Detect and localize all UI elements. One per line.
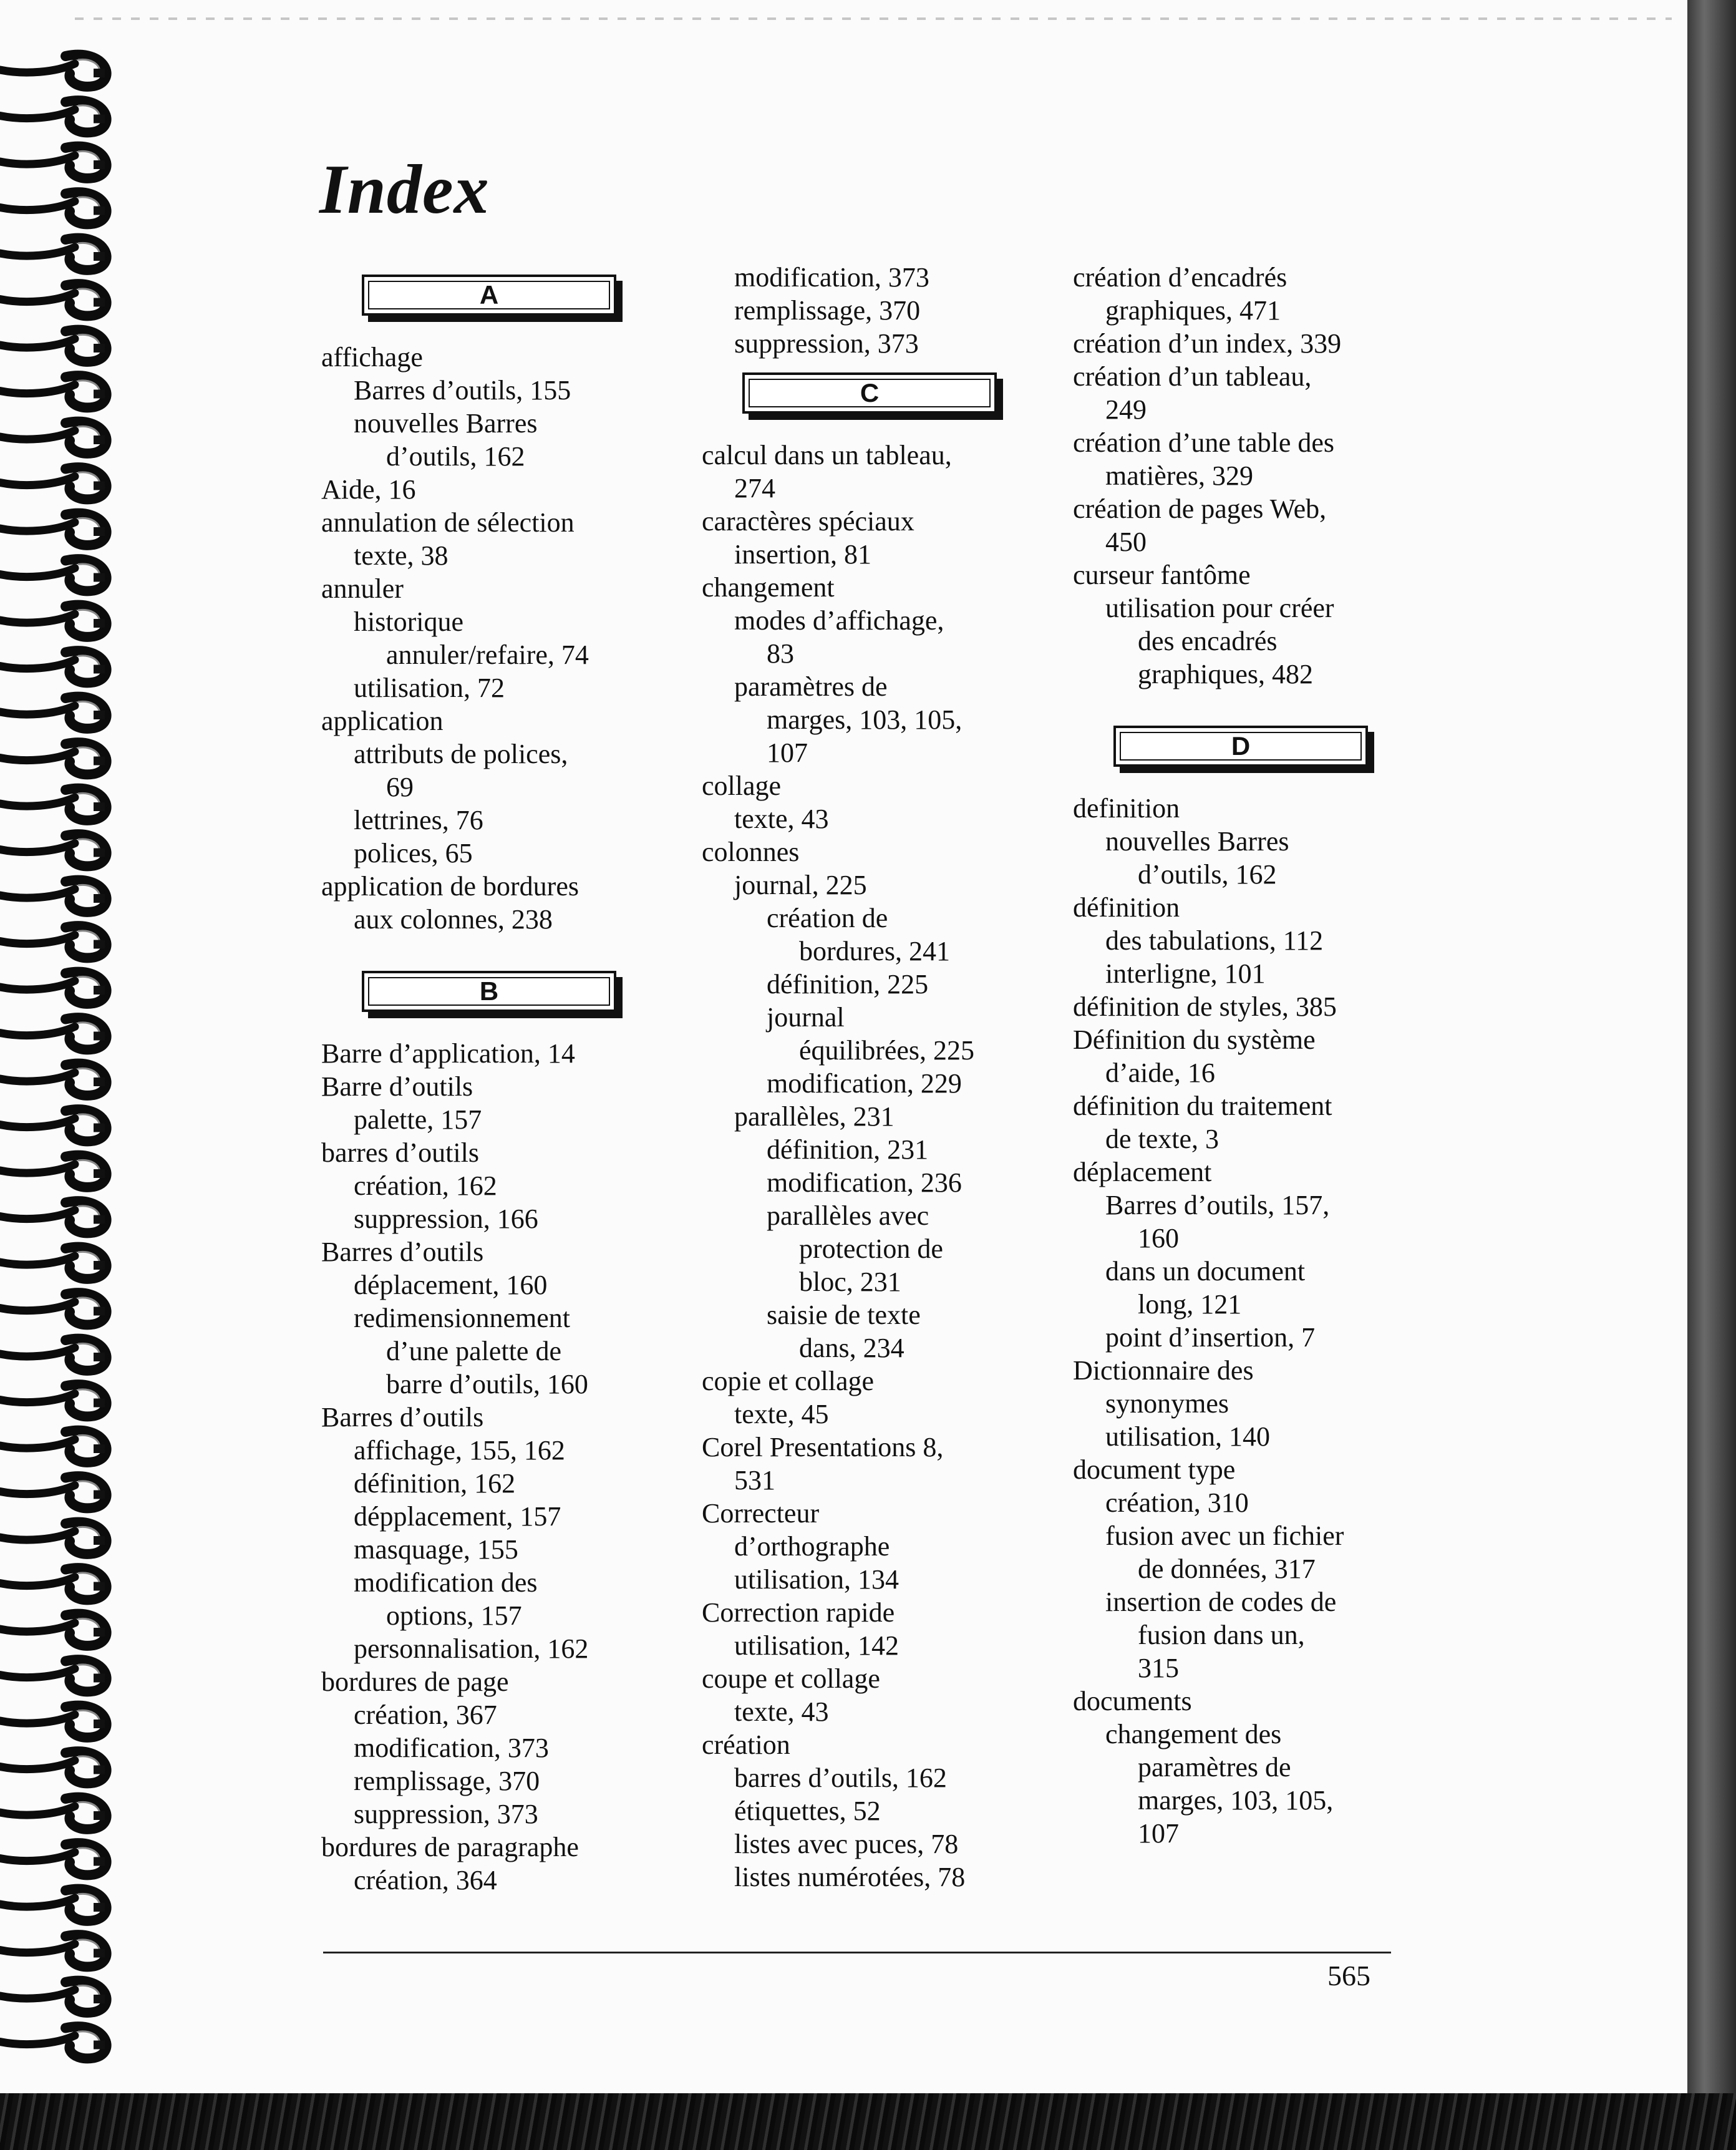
index-entry: documents	[1073, 1686, 1192, 1716]
index-entry: copie et collage	[702, 1366, 875, 1396]
binding-coil	[0, 100, 107, 132]
index-subentry: 107	[767, 737, 808, 768]
binding-coil	[0, 834, 107, 866]
index-subentry: Barres d’outils, 155	[354, 375, 571, 406]
index-subentry: utilisation pour créer	[1105, 593, 1334, 623]
index-subentry: synonymes	[1105, 1388, 1229, 1419]
index-column-1	[321, 262, 671, 1897]
index-subentry: modes d’affichage,	[734, 605, 944, 636]
index-subentry: listes avec puces, 78	[734, 1829, 959, 1859]
index-entry: Barre d’outils	[321, 1071, 473, 1102]
index-subentry: dans, 234	[799, 1333, 904, 1363]
index-subentry: d’outils, 162	[386, 441, 525, 472]
binding-coil	[0, 789, 107, 820]
index-subentry: affichage, 155, 162	[354, 1435, 565, 1466]
index-subentry: barre d’outils, 160	[386, 1369, 588, 1399]
index-subentry: d’outils, 162	[1138, 859, 1277, 890]
binding-coil	[0, 651, 107, 683]
index-entry: définition	[1073, 892, 1180, 923]
index-subentry: annuler/refaire, 74	[386, 640, 589, 670]
index-subentry: création, 367	[354, 1700, 497, 1730]
section-letter-c	[742, 372, 1001, 417]
index-subentry: options, 157	[386, 1600, 522, 1631]
index-entry: application	[321, 706, 444, 736]
index-entry: définition du traitement	[1073, 1091, 1332, 1121]
scan-noise	[75, 17, 1672, 20]
section-letter-a	[362, 275, 621, 319]
index-subentry: création, 310	[1105, 1487, 1249, 1518]
index-entry: création	[702, 1729, 790, 1760]
index-subentry: polices, 65	[354, 838, 473, 868]
index-entry: document type	[1073, 1454, 1236, 1485]
index-subentry: 274	[734, 473, 775, 503]
index-subentry: parallèles avec	[767, 1200, 929, 1231]
index-subentry: suppression, 166	[354, 1204, 538, 1234]
index-entry: calcul dans un tableau,	[702, 440, 952, 470]
index-column-2	[702, 261, 1051, 1894]
binding-coil	[0, 880, 107, 912]
index-subentry: long, 121	[1138, 1289, 1242, 1320]
binding-coil	[0, 1384, 107, 1416]
index-entry: Barre d’application, 14	[321, 1038, 575, 1069]
section-letter-label: D	[1231, 731, 1251, 761]
index-subentry: utilisation, 134	[734, 1564, 899, 1595]
index-subentry: insertion de codes de	[1105, 1587, 1337, 1617]
index-subentry: paramètres de	[1138, 1752, 1291, 1783]
section-letter-label: B	[479, 976, 499, 1006]
index-subentry: de texte, 3	[1105, 1124, 1220, 1154]
index-subentry: journal	[767, 1002, 845, 1033]
index-entry: définition de styles, 385	[1073, 991, 1337, 1022]
index-entry: création d’un tableau,	[1073, 361, 1312, 392]
index-subentry: journal, 225	[734, 870, 867, 900]
index-subentry: d’une palette de	[386, 1336, 561, 1366]
binding-coil	[0, 1935, 107, 1967]
index-entry: annulation de sélection	[321, 507, 575, 538]
index-subentry: 83	[767, 638, 794, 669]
index-entry: collage	[702, 771, 782, 801]
binding-coil	[0, 330, 107, 362]
index-subentry: listes numérotées, 78	[734, 1862, 966, 1892]
binding-coil	[0, 376, 107, 407]
index-subentry: création, 162	[354, 1170, 497, 1201]
index-subentry: création, 364	[354, 1865, 497, 1895]
index-subentry: graphiques, 471	[1105, 295, 1281, 326]
index-subentry: utilisation, 140	[1105, 1421, 1270, 1452]
index-entry: Dictionnaire des	[1073, 1355, 1254, 1386]
index-entry: Correcteur	[702, 1498, 820, 1529]
index-subentry: insertion, 81	[734, 539, 871, 570]
section-letter-label: A	[479, 280, 499, 309]
index-entry: barres d’outils	[321, 1137, 479, 1168]
binding-coil	[0, 972, 107, 1004]
binding-coil	[0, 1751, 107, 1783]
index-subentry: modification des	[354, 1567, 538, 1598]
index-subentry: graphiques, 482	[1138, 659, 1314, 689]
index-entry: caractères spéciaux	[702, 506, 914, 537]
binding-coil	[0, 926, 107, 958]
index-subentry: redimensionnement	[354, 1303, 571, 1333]
index-subentry: définition, 231	[767, 1134, 929, 1165]
binding-coil	[0, 1339, 107, 1371]
index-entry: definition	[1073, 793, 1180, 824]
section-gap	[1073, 691, 1422, 713]
index-subentry: 249	[1105, 394, 1147, 425]
index-subentry: 450	[1105, 527, 1147, 557]
index-entry: application de bordures	[321, 871, 579, 902]
index-subentry: point d’insertion, 7	[1105, 1322, 1316, 1353]
index-subentry: d’aide, 16	[1105, 1058, 1215, 1088]
index-subentry: création de	[767, 903, 888, 933]
index-entry: création d’encadrés	[1073, 262, 1287, 293]
index-subentry: 69	[386, 772, 414, 802]
index-subentry: 160	[1138, 1223, 1179, 1253]
index-subentry: aux colonnes, 238	[354, 904, 553, 935]
index-subentry: 531	[734, 1465, 775, 1496]
index-subentry: des tabulations, 112	[1105, 925, 1324, 956]
index-subentry: interligne, 101	[1105, 958, 1266, 989]
index-subentry: masquage, 155	[354, 1534, 518, 1565]
index-entry: bordures de page	[321, 1666, 509, 1697]
section-letter-d	[1113, 726, 1372, 771]
index-subentry: modification, 229	[767, 1068, 962, 1099]
index-subentry: équilibrées, 225	[799, 1035, 975, 1066]
index-subentry: suppression, 373	[734, 328, 919, 359]
index-subentry: texte, 38	[354, 540, 449, 571]
page-title: Index	[319, 151, 490, 228]
index-subentry: 315	[1138, 1653, 1179, 1683]
section-gap	[321, 936, 671, 958]
section-letter-label: C	[860, 378, 880, 407]
index-subentry: 107	[1138, 1818, 1179, 1849]
binding-coil	[0, 238, 107, 270]
index-subentry: nouvelles Barres	[1105, 826, 1289, 857]
index-subentry: personnalisation, 162	[354, 1633, 589, 1664]
index-subentry: dans un document	[1105, 1256, 1306, 1287]
index-subentry: protection de	[799, 1233, 943, 1264]
binding-coil	[0, 1201, 107, 1233]
index-subentry: marges, 103, 105,	[1138, 1785, 1334, 1816]
binding-coil	[0, 697, 107, 729]
binding-coil	[0, 1476, 107, 1508]
binding-coil	[0, 1522, 107, 1554]
index-subentry: fusion dans un,	[1138, 1620, 1305, 1650]
index-entry: déplacement	[1073, 1157, 1212, 1187]
index-subentry: barres d’outils, 162	[734, 1763, 947, 1793]
index-column-3	[1073, 261, 1422, 1850]
binding-coil	[0, 513, 107, 545]
binding-coil	[0, 1064, 107, 1096]
index-entry: création d’un index, 339	[1073, 328, 1342, 359]
index-entry: Définition du système	[1073, 1024, 1316, 1055]
index-subentry: modification, 373	[734, 262, 929, 293]
binding-coil	[0, 1293, 107, 1325]
page-number: 565	[1327, 1960, 1370, 1992]
index-entry: changement	[702, 572, 835, 603]
footer-rule	[323, 1952, 1391, 1953]
binding-coil	[0, 1247, 107, 1279]
index-subentry: déplacement, 160	[354, 1270, 548, 1300]
index-subentry: des encadrés	[1138, 626, 1278, 656]
index-subentry: définition, 162	[354, 1468, 516, 1499]
index-subentry: matières, 329	[1105, 460, 1254, 491]
index-entry: affichage	[321, 342, 423, 372]
index-entry: Corel Presentations 8,	[702, 1432, 944, 1462]
index-subentry: texte, 43	[734, 804, 829, 834]
index-subentry: paramètres de	[734, 671, 888, 702]
index-entry: colonnes	[702, 837, 800, 867]
index-subentry: palette, 157	[354, 1104, 482, 1135]
binding-coil	[0, 147, 107, 178]
index-subentry: dépplacement, 157	[354, 1501, 561, 1532]
index-subentry: utilisation, 142	[734, 1630, 899, 1661]
index-subentry: marges, 103, 105,	[767, 704, 963, 735]
binding-coil	[0, 1660, 107, 1691]
binding-coil	[0, 1109, 107, 1141]
index-entry: curseur fantôme	[1073, 560, 1251, 590]
binding-coil	[0, 1568, 107, 1600]
binding-coil	[0, 605, 107, 637]
index-subentry: d’orthographe	[734, 1531, 890, 1562]
index-entry: bordures de paragraphe	[321, 1832, 579, 1862]
index-entry: Barres d’outils	[321, 1402, 484, 1433]
index-subentry: utilisation, 72	[354, 673, 505, 703]
index-subentry: texte, 45	[734, 1399, 829, 1429]
binding-coil	[0, 1797, 107, 1829]
binding-coil	[0, 422, 107, 454]
binding-coil	[0, 1889, 107, 1921]
binding-coil	[0, 55, 107, 87]
index-subentry: bordures, 241	[799, 936, 950, 966]
index-entry: annuler	[321, 573, 404, 604]
index-subentry: suppression, 373	[354, 1799, 538, 1829]
scan-edge-bottom	[0, 2093, 1736, 2150]
binding-coil	[0, 1706, 107, 1738]
index-subentry: attributs de polices,	[354, 739, 568, 769]
binding-coil	[0, 742, 107, 774]
index-subentry: étiquettes, 52	[734, 1796, 881, 1826]
binding-coil	[0, 284, 107, 316]
index-subentry: nouvelles Barres	[354, 408, 538, 439]
index-subentry: de données, 317	[1138, 1554, 1316, 1584]
binding-coil	[0, 1431, 107, 1462]
index-subentry: changement des	[1105, 1719, 1282, 1749]
index-subentry: saisie de texte	[767, 1300, 921, 1330]
index-entry: Barres d’outils	[321, 1237, 484, 1267]
index-subentry: lettrines, 76	[354, 805, 483, 835]
binding-coil	[0, 1155, 107, 1187]
index-subentry: remplissage, 370	[734, 295, 921, 326]
index-subentry: parallèles, 231	[734, 1101, 895, 1132]
index-entry: création d’une table des	[1073, 427, 1335, 458]
index-subentry: historique	[354, 606, 463, 637]
binding-coil	[0, 192, 107, 224]
index-subentry: modification, 373	[354, 1733, 549, 1763]
index-subentry: texte, 43	[734, 1696, 829, 1727]
index-entry: coupe et collage	[702, 1663, 880, 1694]
binding-coil	[0, 1981, 107, 2013]
index-subentry: remplissage, 370	[354, 1766, 540, 1796]
index-subentry: définition, 225	[767, 969, 929, 1000]
index-subentry: modification, 236	[767, 1167, 962, 1198]
binding-coil	[0, 1018, 107, 1049]
index-entry: Correction rapide	[702, 1597, 895, 1628]
spiral-binding	[0, 37, 125, 2071]
index-subentry: Barres d’outils, 157,	[1105, 1190, 1330, 1220]
scan-edge-right	[1687, 0, 1736, 2150]
binding-coil	[0, 1843, 107, 1875]
index-entry: Aide, 16	[321, 474, 416, 505]
binding-coil	[0, 1614, 107, 1646]
index-subentry: bloc, 231	[799, 1267, 901, 1297]
binding-coil	[0, 2026, 107, 2058]
section-letter-b	[362, 971, 621, 1016]
index-subentry: fusion avec un fichier	[1105, 1520, 1344, 1551]
index-entry: création de pages Web,	[1073, 494, 1327, 524]
binding-coil	[0, 467, 107, 499]
binding-coil	[0, 559, 107, 591]
